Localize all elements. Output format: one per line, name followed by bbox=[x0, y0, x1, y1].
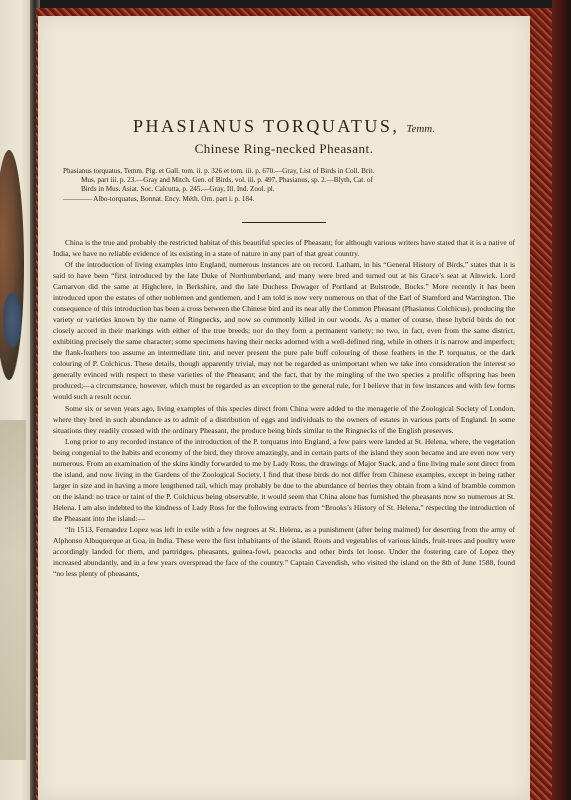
facing-plate-page bbox=[0, 0, 34, 800]
synonym-line: Birds in Mus. Asiat. Soc. Calcutta, p. 245.—Gray, Ill. Ind. Zool. pl. bbox=[81, 185, 275, 194]
paragraph: Of the introduction of living examples into England, numerous instances are on record. Latham, in his “General History of Birds,” states that it is said to have been “first introduced by the late Duke of Northumberland, and many were bred and turned out at his Grace’s seat at Alnwick. Lord Carnarvon did the same at Highclere, in Berkshire, and the late Duchess Dowager of Portland at Bulstrode, Bucks.” More recently it has been introduced upon the estates of other noblemen and gentlemen, and I am told is now very numerous on that of the Earl of Stamford and Warrington. The consequence of this introduction has been a cross between the Chinese bird and its near ally the Common Pheasant (Phasianus Colchicus), producing the variety or varieties known by the name of Ringnecks, and now so commonly killed in our woods. As a matter of course, these hybrid birds do not closely accord in their markings with either of the true breeds; nor do they form a permanent variety; no two, in fact, even from the same district, exhibiting precisely the same character; some specimens having their necks adorned with a well-defined ring, while in others it is narrow and imperfect; the flank-feathers too assume an intermediate tint, and never present the pure pale buff colouring of those feathers in the P. torquatus, or the dark colouring of P. Colchicus. These details, though apparently trivial, may not be regarded as unimportant when we take into consideration the interest so generally evinced with respect to these varieties of the Pheasant; and the fact, that by the mingling of the two species a prolific offspring has been produced;—a circumstance, however, which must be regarded as an exception to the general rule, for I believe that in few instances and with few forms would such a result occur. bbox=[53, 259, 515, 402]
common-name: Chinese Ring-necked Pheasant. bbox=[194, 141, 374, 156]
synonym-line: Phasianus torquatus, Temm. Pig. et Gall. tom. ii. p. 326 et tom. iii. p. 670.—Gray, List of Birds in Coll. Brit. bbox=[63, 167, 375, 175]
title-authority: Temm. bbox=[406, 123, 436, 135]
book-edge bbox=[552, 0, 571, 800]
section-divider bbox=[242, 222, 326, 223]
species-title bbox=[53, 116, 515, 137]
paragraph: Some six or seven years ago, living examples of this species direct from China were added to the menagerie of the Zoological Society of London, where they bred in such abundance as to admit of a distribution of eggs and individuals to the owners of estates in various parts of England. In some situations they readily crossed with the ordinary Pheasant, the produce being birds similar to the Ringnecks of the English preserves. bbox=[53, 403, 515, 435]
paragraph: “In 1513, Fernandez Lopez was left in exile with a few negroes at St. Helena, as a punishment (after being maimed) for deserting from the army of Alphonso Albuquerque at Goa, in India. These were the first inhabitants of the island. Roots and vegetables of various kinds, fruit-trees and poultry were accordingly landed for them, and partridges, pheasants, guinea-fowl, peacocks and other birds let loose. Under the fostering care of Lopez they increased abundantly, and in a few years overspread the face of the country.” Captain Cavendish, who visited the island on the 8th of June 1588, found “no less plenty of pheasants, bbox=[53, 525, 515, 579]
paragraph: Long prior to any recorded instance of the introduction of the P. torquatus into England, a few pairs were landed at St. Helena, where, the vegetation being congenial to the habits and economy of the bird, they throve amazingly, and in certain parts of the island they soon became and are even now very numerous. From an examination of the skins kindly forwarded to me by Lady Ross, the drawings of Major Stack, and a fine living male sent direct from the island, and now living in the Gardens of the Zoological Society, I find that these birds do not differ from Chinese examples, except in being rather larger in size and in having a more lengthened tail, which may probably be due to the abundance of berries they obtain from a kind of bramble common on the island: no trace or taint of the P. Colchicus being observable, it would seem that China alone has furnished the pheasants now so numerous at St. Helena. I am also indebted to the kindness of Lady Ross for the following extracts from “Brooks’s History of St. Helena,” respecting the introduction of the Pheasant into the island:— bbox=[53, 436, 515, 523]
background-illustration-fragment bbox=[0, 420, 26, 760]
synonym-line: Mus. part iii. p. 23.—Gray and Mitch. Gen. of Birds, vol. iii. p. 497, Phasianus, sp. 2.—Blyth, Cat. of bbox=[81, 176, 373, 185]
plumage-illustration-fragment bbox=[2, 290, 22, 350]
body-text bbox=[53, 237, 515, 579]
page-content bbox=[53, 98, 515, 579]
synonymy-block bbox=[53, 167, 515, 204]
title-name: PHASIANUS TORQUATUS, bbox=[132, 116, 400, 136]
synonym-line: ———— Albo-torquatus, Bonnat. Ency. Méth. Orn. part i. p. 184. bbox=[63, 194, 255, 203]
paragraph: China is the true and probably the restricted habitat of this beautiful species of Pheasant; for although various writers have stated that it is a native of India, we have no reliable evidence of its existing in a state of nature in any part of that great country. bbox=[53, 237, 515, 258]
